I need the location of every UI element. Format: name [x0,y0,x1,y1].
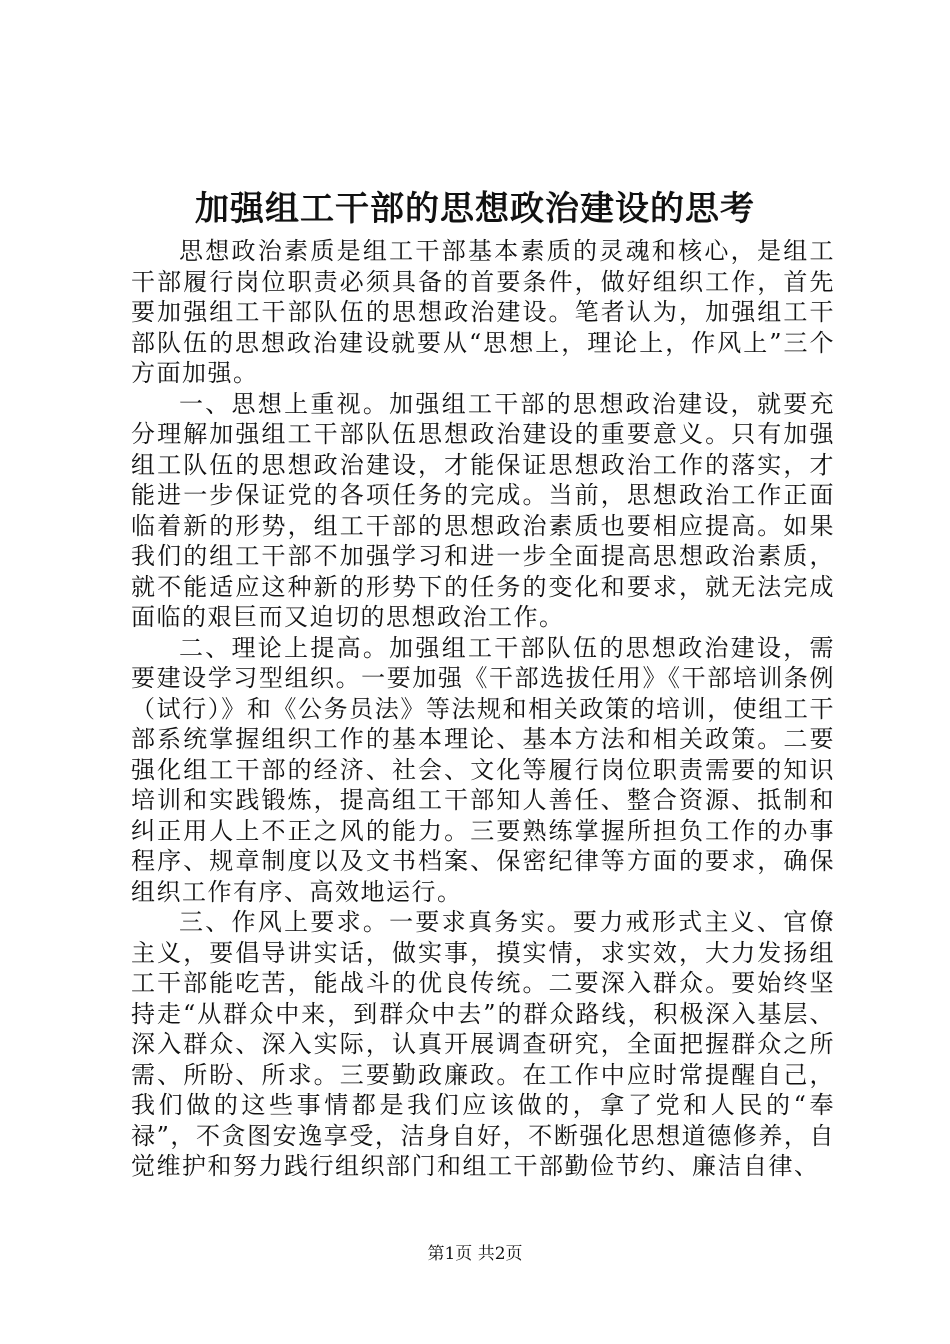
document-body [131,236,835,1182]
paragraph-intro: 思想政治素质是组工干部基本素质的灵魂和核心，是组工干部履行岗位职责必须具备的首要条件，做好组织工作，首先要加强组工干部队伍的思想政治建设。笔者认为，加强组工干部队伍的思想政治建设就要从“思想上，理论上，作风上”三个方面加强。 [131,237,835,387]
paragraph-section-2: 二、理论上提高。加强组工干部队伍的思想政治建设，需要建设学习型组织。一要加强《干部选拔任用》《干部培训条例（试行）》和《公务员法》等法规和相关政策的培训，使组工干部系统掌握组织工作的基本理论、基本方法和相关政策。二要强化组工干部的经济、社会、文化等履行岗位职责需要的知识培训和实践锻炼，提高组工干部知人善任、整合资源、抵制和纠正用人上不正之风的能力。三要熟练掌握所担负工作的办事程序、规章制度以及文书档案、保密纪律等方面的要求，确保组织工作有序、高效地运行。 [131,633,835,906]
page-footer: 第1页 共2页 [427,1244,523,1264]
paragraph-section-1: 一、思想上重视。加强组工干部的思想政治建设，就要充分理解加强组工干部队伍思想政治建设的重要意义。只有加强组工队伍的思想政治建设，才能保证思想政治工作的落实，才能进一步保证党的各项任务的完成。当前，思想政治工作正面临着新的形势，组工干部的思想政治素质也要相应提高。如果我们的组工干部不加强学习和进一步全面提高思想政治素质，就不能适应这种新的形势下的任务的变化和要求，就无法完成面临的艰巨而又迫切的思想政治工作。 [131,389,835,631]
document-title: 加强组工干部的思想政治建设的思考 [195,189,755,229]
paragraph-section-3: 三、作风上要求。一要求真务实。要力戒形式主义、官僚主义，要倡导讲实话，做实事，摸实情，求实效，大力发扬组工干部能吃苦，能战斗的优良传统。二要深入群众。要始终坚持走“从群众中来，到群众中去”的群众路线，积极深入基层、深入群众、深入实际，认真开展调查研究，全面把握群众之所需、所盼、所求。三要勤政廉政。在工作中应时常提醒自己，我们做的这些事情都是我们应该做的，拿了党和人民的“奉禄”，不贪图安逸享受，洁身自好，不断强化思想道德修养，自觉维护和努力践行组织部门和组工干部勤俭节约、廉洁自律、 [131,908,835,1180]
